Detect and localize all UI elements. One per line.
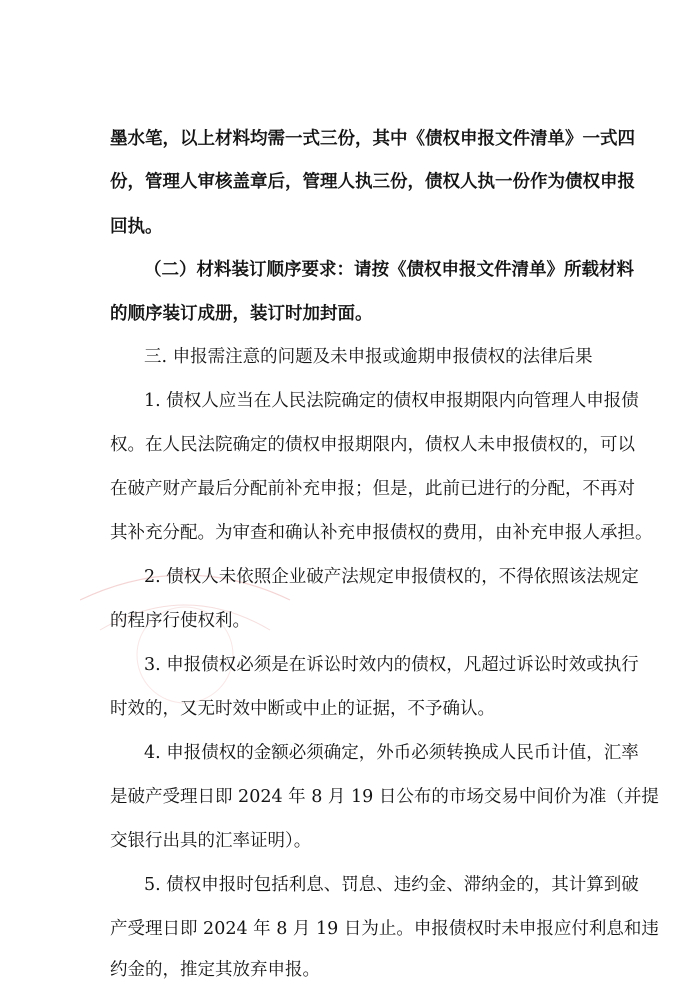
intro-line-4: （二）材料装订顺序要求：请按《债权申报文件清单》所载材料 [144,260,634,280]
item-3-line-2: 时效的，又无时效中断或中止的证据，不予确认。 [110,699,495,719]
item-4-line-1: 4. 申报债权的金额必须确定，外币必须转换成人民币计值，汇率 [144,743,639,763]
section-heading: 三. 申报需注意的问题及未申报或逾期申报债权的法律后果 [144,347,593,367]
item-2-line-2: 的程序行使权利。 [110,611,250,631]
item-1-line-1: 1. 债权人应当在人民法院确定的债权申报期限内向管理人申报债 [144,391,639,411]
item-5-line-2: 产受理日即 2024 年 8 月 19 日为止。申报债权时未申报应付利息和违 [110,919,659,939]
intro-line-1: 墨水笔，以上材料均需一式三份，其中《债权申报文件清单》一式四 [110,129,635,149]
item-2-line-1: 2. 债权人未依照企业破产法规定申报债权的，不得依照该法规定 [144,567,639,587]
intro-line-2: 份，管理人审核盖章后，管理人执三份，债权人执一份作为债权申报 [110,172,635,192]
item-1-line-3: 在破产财产最后分配前补充申报；但是，此前已进行的分配，不再对 [110,479,635,499]
item-3-line-1: 3. 申报债权必须是在诉讼时效内的债权，凡超过诉讼时效或执行 [144,655,639,675]
item-4-line-2: 是破产受理日即 2024 年 8 月 19 日公布的市场交易中间价为准（并提 [110,787,659,807]
intro-line-3: 回执。 [110,217,163,237]
item-5-line-1: 5. 债权申报时包括利息、罚息、违约金、滞纳金的，其计算到破 [144,875,639,895]
item-4-line-3: 交银行出具的汇率证明）。 [110,831,312,851]
item-1-line-2: 权。在人民法院确定的债权申报期限内，债权人未申报债权的，可以 [110,435,635,455]
intro-line-5: 的顺序装订成册，装订时加封面。 [110,304,373,324]
item-5-line-3: 约金的，推定其放弃申报。 [110,960,320,980]
item-1-line-4: 其补充分配。为审查和确认补充申报债权的费用，由补充申报人承担。 [110,523,653,543]
